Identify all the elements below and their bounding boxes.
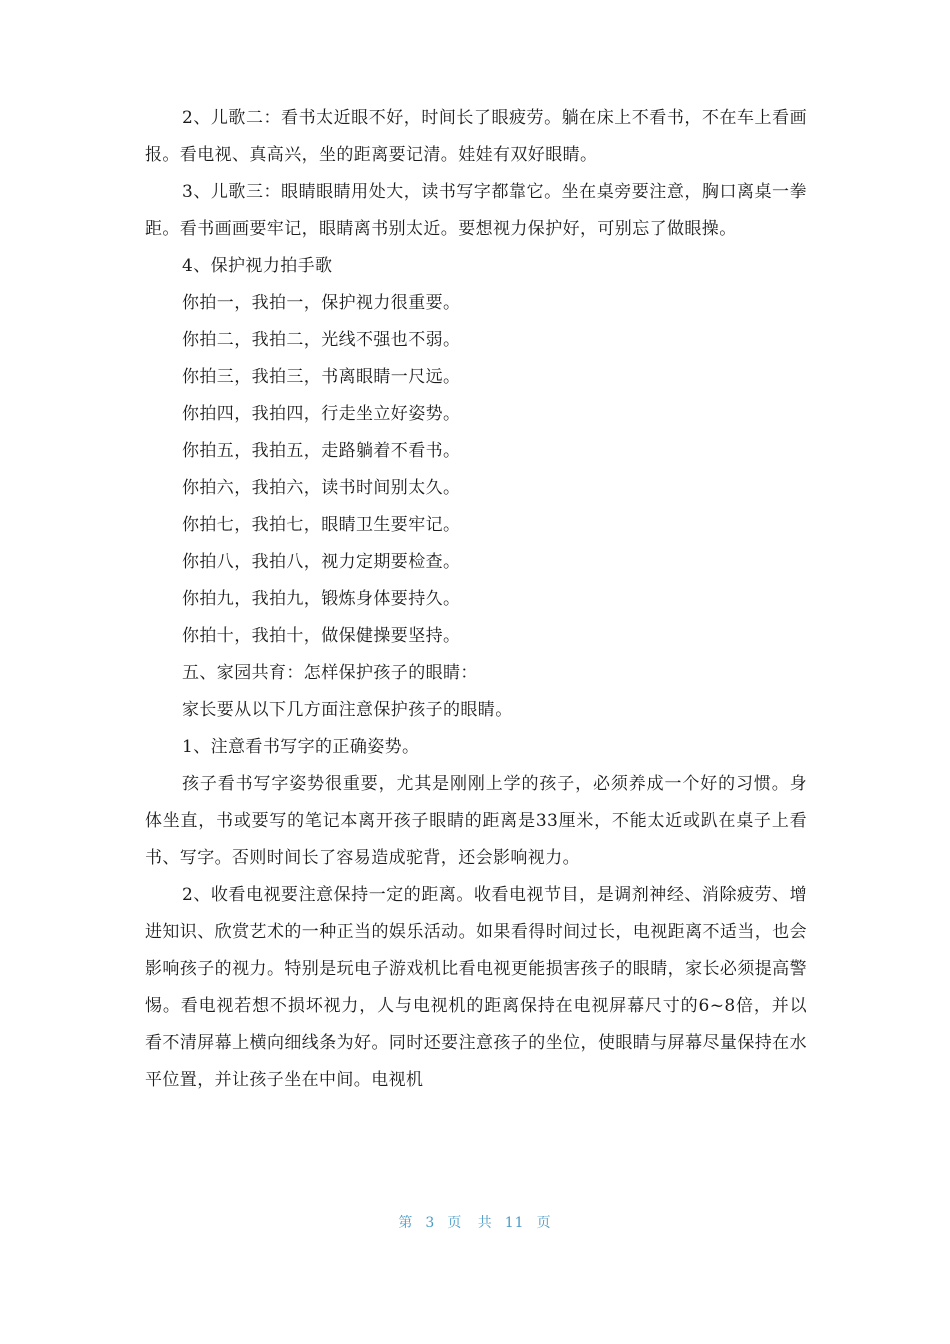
paragraph-point-1-heading: 1、注意看书写字的正确姿势。 bbox=[182, 737, 420, 757]
clapping-song-line: 你拍六，我拍六，读书时间别太久。 bbox=[182, 478, 461, 498]
document-body bbox=[145, 100, 807, 1099]
clapping-song-line: 你拍一，我拍一，保护视力很重要。 bbox=[182, 293, 461, 313]
clapping-song-line: 你拍七，我拍七，眼睛卫生要牢记。 bbox=[182, 515, 461, 535]
clapping-song-line: 你拍八，我拍八，视力定期要检查。 bbox=[182, 552, 461, 572]
paragraph-tv-distance: 2、收看电视要注意保持一定的距离。收看电视节目，是调剂神经、消除疲劳、增进知识、欣赏艺术的一种正当的娱乐活动。如果看得时间过长，电视距离不适当，也会影响孩子的视力。特别是玩电子游戏机比看电视更能损害孩子的眼睛，家长必须提高警惕。看电视若想不损坏视力，人与电视机的距离保持在电视屏幕尺寸的6~8倍，并以看不清屏幕上横向细线条为好。同时还要注意孩子的坐位，使眼睛与屏幕尽量保持在水平位置，并让孩子坐在中间。电视机 bbox=[145, 885, 807, 1090]
clapping-song-line: 你拍三，我拍三，书离眼睛一尺远。 bbox=[182, 367, 461, 387]
clapping-song-line: 你拍九，我拍九，锻炼身体要持久。 bbox=[182, 589, 461, 609]
footer-mid: 页 共 bbox=[447, 1215, 493, 1231]
footer-suffix: 页 bbox=[536, 1215, 552, 1231]
clapping-song-line: 你拍四，我拍四，行走坐立好姿势。 bbox=[182, 404, 461, 424]
paragraph-nursery-rhyme-3: 3、儿歌三：眼睛眼睛用处大，读书写字都靠它。坐在桌旁要注意，胸口离桌一拳距。看书画画要牢记，眼睛离书别太近。要想视力保护好，可别忘了做眼操。 bbox=[145, 182, 807, 239]
clapping-song-line: 你拍五，我拍五，走路躺着不看书。 bbox=[182, 441, 461, 461]
clapping-song-line: 你拍二，我拍二，光线不强也不弱。 bbox=[182, 330, 461, 350]
footer-prefix: 第 bbox=[398, 1215, 414, 1231]
current-page-number: 3 bbox=[425, 1215, 436, 1231]
paragraph-nursery-rhyme-2: 2、儿歌二：看书太近眼不好，时间长了眼疲劳。躺在床上不看书，不在车上看画报。看电视、真高兴，坐的距离要记清。娃娃有双好眼睛。 bbox=[145, 108, 807, 165]
total-page-count: 11 bbox=[504, 1215, 525, 1231]
clapping-song-line: 你拍十，我拍十，做保健操要坚持。 bbox=[182, 626, 461, 646]
section-heading-home-school: 五、家园共育：怎样保护孩子的眼睛： bbox=[182, 663, 478, 683]
paragraph-clapping-song-title: 4、保护视力拍手歌 bbox=[182, 256, 333, 276]
paragraph-posture: 孩子看书写字姿势很重要，尤其是刚刚上学的孩子，必须养成一个好的习惯。身体坐直，书或要写的笔记本离开孩子眼睛的距离是33厘米，不能太近或趴在桌子上看书、写字。否则时间长了容易造成驼背，还会影响视力。 bbox=[145, 774, 807, 868]
paragraph-intro: 家长要从以下几方面注意保护孩子的眼睛。 bbox=[182, 700, 513, 720]
page-footer bbox=[0, 1212, 950, 1232]
